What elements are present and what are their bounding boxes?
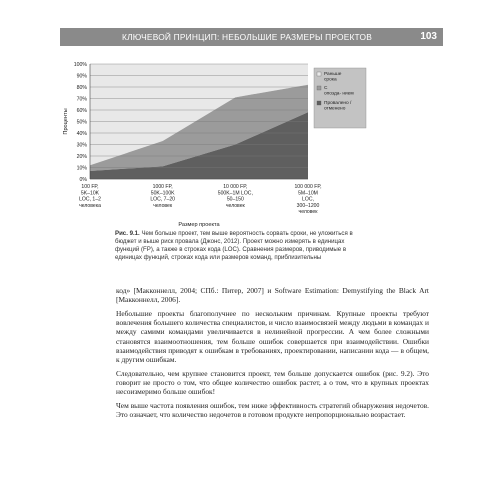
y-tick-label: 40% — [76, 131, 87, 137]
running-header-title: КЛЮЧЕВОЙ ПРИНЦИП: НЕБОЛЬШИЕ РАЗМЕРЫ ПРОЕКТОВ — [121, 32, 372, 42]
x-tick-label: 10 000 FP, 500K–1M LOC, 50–150 человек — [217, 184, 253, 209]
caption-label: Рис. 9.1. — [115, 230, 140, 237]
x-tick-label: 100 FP, 5K–10K LOC, 1–2 человека — [79, 184, 101, 209]
paragraph: Следовательно, чем крупнее становится проект, тем больше допускается ошибок (рис. 9.2). Это говорит не просто о том, что общее количество ошибок растет, а о том, что в крупных проектах несоизмеримо больше ошибок! — [116, 368, 429, 397]
y-tick-label: 70% — [76, 96, 87, 103]
y-tick-label: 30% — [76, 142, 87, 149]
y-tick-label: 60% — [76, 108, 87, 114]
legend-swatch — [317, 72, 321, 76]
y-tick-label: 0% — [79, 177, 87, 183]
y-tick-label: 80% — [76, 85, 87, 91]
caption-text: Чем больше проект, тем выше вероятность сорвать сроки, не уложиться в бюджет и выше риск провала (Джонс, 2012). Проект можно измерять в единицах функций (FP), а также в строках кода (LOC). Сравнения размеров, приводимые в единицах функций, строках кода или размеров команд, приблизительны — [115, 230, 353, 261]
legend-box — [314, 68, 366, 128]
y-tick-label: 10% — [76, 165, 87, 172]
legend-swatch — [317, 101, 321, 105]
legend-swatch — [317, 86, 321, 90]
legend-label: Раньше срока — [324, 72, 342, 83]
y-tick-label: 90% — [76, 73, 87, 80]
paragraph: код» [Макконнелл, 2004; СПб.: Питер, 2007] и Software Estimation: Demystifying the Black Art [Макконнелл, 2006]. — [116, 286, 429, 305]
page-number: 103 — [420, 31, 437, 42]
legend-label: Провалено / отменено — [324, 101, 352, 112]
paragraph: Чем выше частота появления ошибок, тем ниже эффективность стратегий обнаружения недочетов. Это означает, что количество недочетов в готовом продукте непропорционально возрастает. — [116, 400, 429, 420]
x-axis-title: Размер проекта — [178, 222, 220, 228]
y-tick-label: 50% — [76, 119, 87, 126]
y-tick-label: 20% — [76, 154, 87, 160]
y-axis-title: Проценты — [63, 108, 69, 135]
x-tick-label: 1000 FP, 50K–100K LOC, 7–20 человек — [150, 184, 175, 209]
running-header — [60, 28, 443, 46]
figure-caption — [115, 230, 365, 262]
y-tick-label: 100% — [73, 62, 87, 68]
x-tick-label: 100 000 FP, 5M–10M LOC, 300–1200 человек — [294, 184, 322, 216]
body-text — [116, 286, 429, 423]
legend-label: С опозда- нием — [324, 86, 354, 97]
paragraph: Небольшие проекты благополучнее по нескольким причинам. Крупные проекты требуют вовлечения большего количества специалистов, и число взаимосвязей между людьми в командах и между самими командами увеличивается в нелинейной прогрессии. А чем более сложными становятся взаимоотношения, тем больше ошибок совершается при взаимодействии. Ошибки взаимодействия приводят к ошибкам в требованиях, проектировании, написании кода — в общем, к другим ошибкам. — [116, 308, 429, 365]
